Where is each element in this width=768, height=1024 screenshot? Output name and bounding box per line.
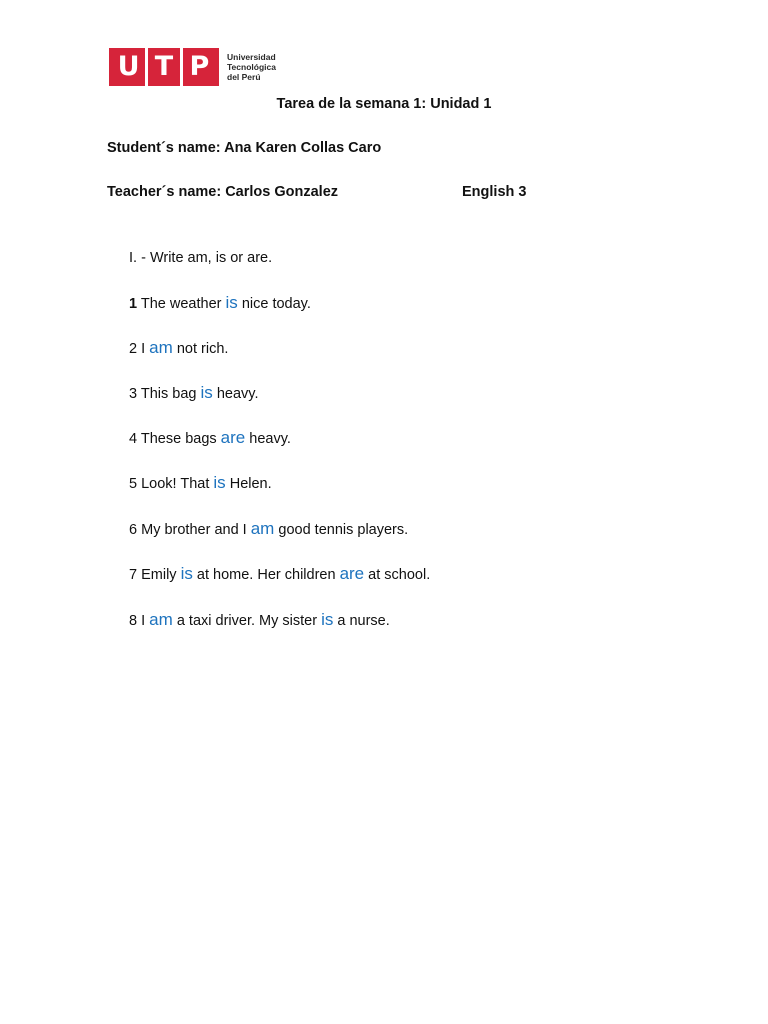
item-answer: is: [213, 473, 226, 492]
title-text: Tarea de la semana 1: Unidad 1: [276, 96, 492, 112]
item-text: The weather: [140, 296, 222, 312]
item-text: Helen.: [229, 476, 272, 492]
logo-text-line: del Perú: [227, 72, 261, 82]
item-number: 6: [129, 522, 138, 538]
item-number: 7: [129, 567, 138, 583]
student-name-line: [107, 139, 381, 157]
item-text: My brother and I: [141, 522, 247, 538]
item-text: I: [141, 341, 146, 357]
item-text: These bags: [140, 431, 217, 447]
document-title: [0, 95, 768, 113]
instructions: I. - Write am, is or are.: [129, 250, 273, 266]
teacher-name: Carlos Gonzalez: [225, 184, 339, 200]
item-answer: are: [339, 564, 365, 583]
item-answer: are: [220, 428, 246, 447]
logo-letter-t: T: [154, 51, 174, 82]
item-text: at school.: [368, 567, 431, 583]
student-label: Student´s name:: [107, 140, 221, 156]
item-number: 1: [129, 296, 138, 312]
item-number: 8: [129, 613, 138, 629]
item-number: 5: [129, 476, 138, 492]
item-text: heavy.: [249, 431, 291, 447]
item-number: 2: [129, 341, 138, 357]
student-name: Ana Karen Collas Caro: [224, 140, 382, 156]
logo-text-line: Tecnológica: [227, 62, 276, 72]
teacher-label: Teacher´s name:: [107, 184, 222, 200]
exercise-item: [129, 292, 311, 315]
item-answer: am: [149, 610, 173, 629]
item-text: I: [141, 613, 146, 629]
logo-letter-u: U: [117, 51, 140, 82]
teacher-name-line: [107, 183, 338, 201]
logo-wordmark: [227, 52, 276, 82]
exercise-item: [129, 427, 291, 450]
item-answer: is: [321, 610, 334, 629]
exercise-item: [129, 518, 408, 541]
item-text: at home. Her children: [196, 567, 336, 583]
item-text: good tennis players.: [278, 522, 409, 538]
exercise-item: [129, 609, 390, 632]
exercise-item: [129, 382, 258, 405]
item-number: 3: [129, 386, 138, 402]
item-text: This bag: [140, 386, 197, 402]
item-answer: is: [180, 564, 193, 583]
item-number: 4: [129, 431, 138, 447]
item-answer: am: [250, 519, 275, 538]
exercise-item: [129, 563, 430, 586]
exercise-item: [129, 472, 272, 495]
logo-letter-p: P: [189, 51, 210, 82]
logo-mark: [109, 48, 219, 86]
item-answer: am: [149, 338, 173, 357]
logo-separator: [145, 48, 148, 86]
utp-logo: [109, 48, 276, 86]
course-name: English 3: [462, 184, 527, 200]
item-text: a nurse.: [337, 613, 390, 629]
item-text: Look! That: [141, 476, 210, 492]
logo-text-line: Universidad: [227, 52, 276, 62]
item-text: nice today.: [241, 296, 311, 312]
logo-separator: [180, 48, 183, 86]
item-text: Emily: [141, 567, 177, 583]
exercise-item: [129, 337, 228, 360]
item-text: a taxi driver. My sister: [176, 613, 318, 629]
item-answer: is: [200, 383, 213, 402]
item-answer: is: [225, 293, 238, 312]
item-text: heavy.: [216, 386, 259, 402]
item-text: not rich.: [176, 341, 229, 357]
